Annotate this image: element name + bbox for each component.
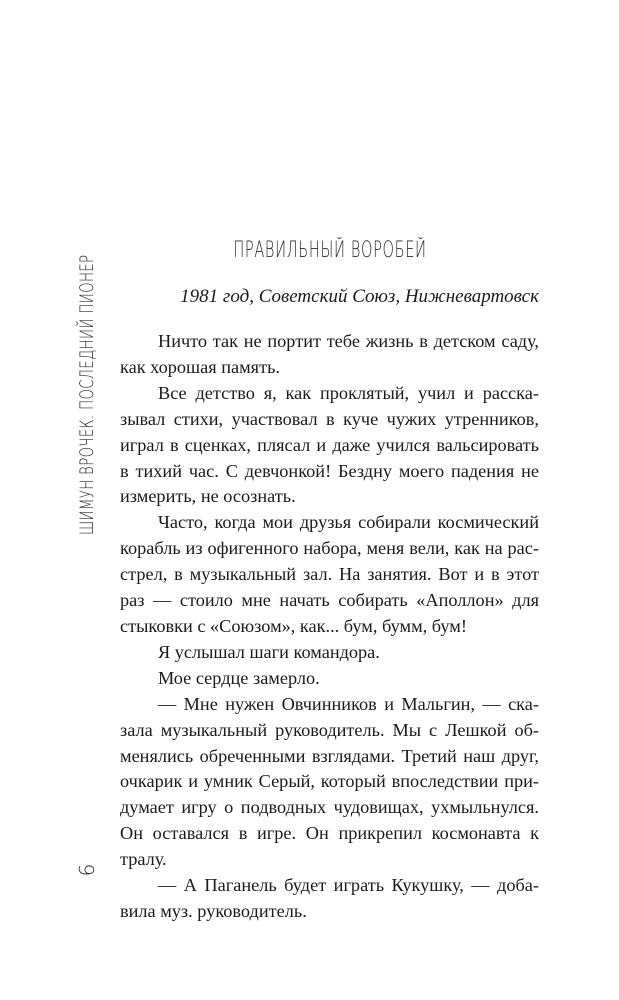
paragraph: Я услышал шаги командора. [158, 641, 380, 662]
body-text [120, 329, 539, 925]
paragraph: — А Паганель будет играть Кукушку, — добавила муз. руководитель. [120, 875, 539, 921]
page-number: 6 [75, 863, 99, 877]
paragraph: Часто, когда мои друзья собирали космический корабль из офигенного набора, меня вели, как на расстрел, в музыкальный зал. На занятия. Вот и в этот раз — стоило мне начать собирать «Аполлон» для стыковки с «Союзом», как... бум, бумм, бум! [120, 512, 539, 636]
running-head-text: ШИМУН ВРОЧЕК. ПОСЛЕДНИЙ ПИОНЕР [76, 254, 98, 535]
paragraph: Все детство я, как проклятый, учил и рассказывал стихи, участвовал в куче чужих утренников, играл в сценках, плясал и даже учился вальсировать в тихий час. С девчонкой! Бездну моего падения не измерить, не осознать. [120, 382, 539, 507]
paragraph: Ничто так не портит тебе жизнь в детском саду, как хорошая память. [120, 331, 539, 377]
paragraph: Мое сердце замерло. [158, 667, 320, 688]
chapter-title: ПРАВИЛЬНЫЙ ВОРОБЕЙ [233, 238, 427, 263]
paragraph: — Мне нужен Овчинников и Мальгин, — сказала музыкальный руководитель. Мы с Лешкой обменялись обреченными взглядами. Третий наш друг, очкарик и умник Серый, который впоследствии придумает игру о подводных чудовищах, ухмыльнулся. Он оставался в игре. Он прикрепил космонавта к тралу. [120, 693, 539, 870]
chapter-epigraph: 1981 год, Советский Союз, Нижневартовск [180, 286, 539, 307]
running-head [72, 175, 102, 535]
